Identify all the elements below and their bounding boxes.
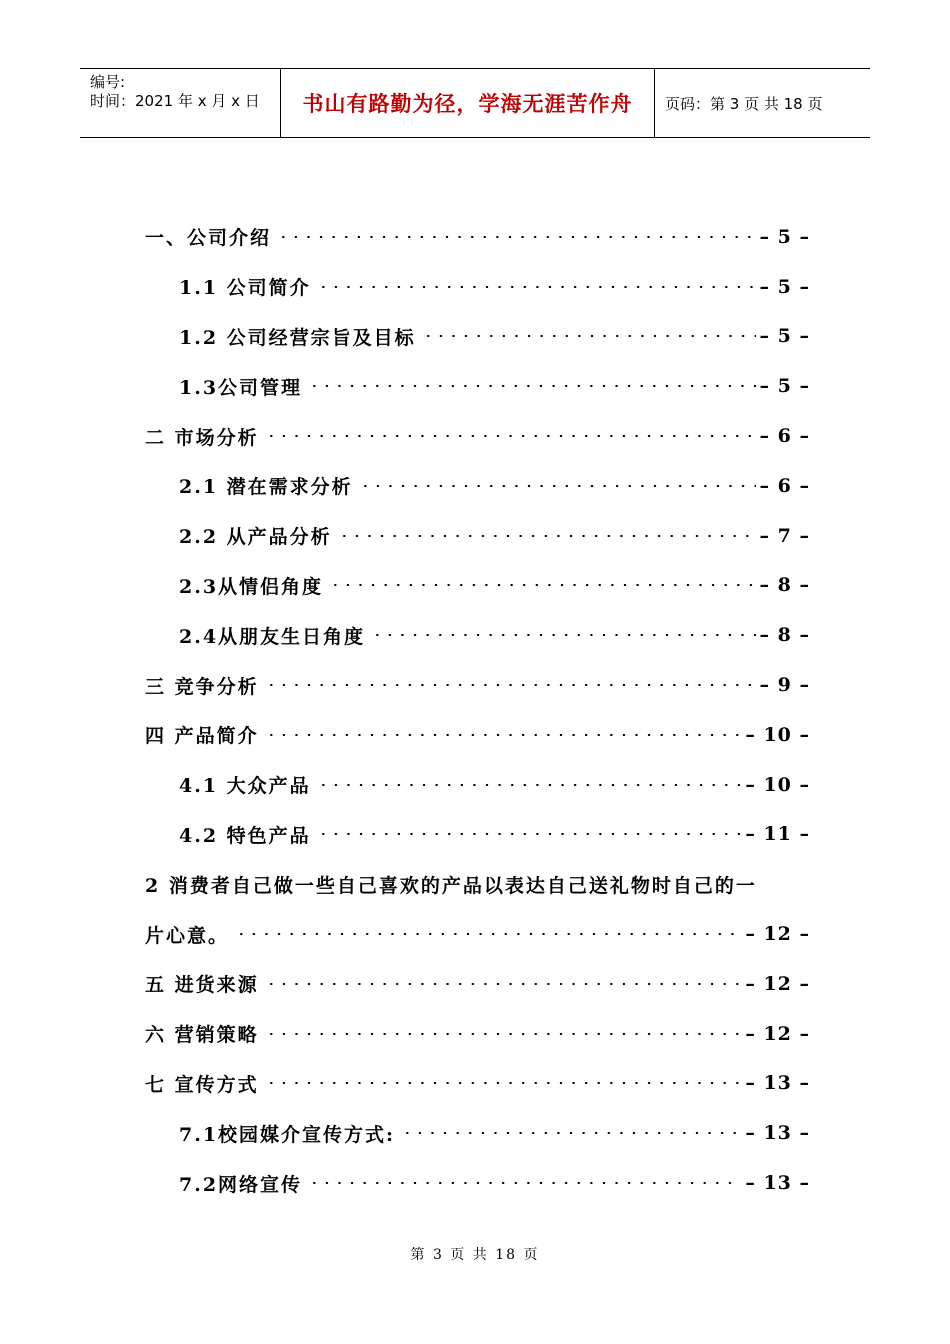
toc-entry-title: 1.3公司管理 [179, 373, 304, 400]
toc-entry-page: – 13 – [745, 1172, 810, 1195]
toc-dot-leader [277, 236, 756, 238]
toc-entry[interactable] [145, 710, 810, 760]
toc-entry-page: – 10 – [745, 723, 810, 746]
toc-dot-leader [265, 435, 756, 437]
toc-dot-leader [359, 485, 756, 487]
toc-entry-page: – 5 – [759, 225, 810, 248]
page-header [80, 68, 870, 138]
toc-entry-title: 片心意。 [145, 921, 231, 948]
page-footer: 第 3 页 共 18 页 [410, 1247, 540, 1263]
toc-entry-page: – 6 – [759, 474, 810, 497]
header-motto: 书山有路勤为径，学海无涯苦作舟 [281, 69, 655, 137]
toc-entry-title: 三 竞争分析 [145, 672, 261, 699]
toc-entry[interactable] [145, 561, 810, 611]
toc-entry-page: – 9 – [759, 674, 810, 697]
toc-entry-page: – 13 – [745, 1072, 810, 1095]
table-of-contents [145, 212, 810, 1208]
toc-entry-title: 四 产品简介 [145, 721, 261, 748]
toc-dot-leader [265, 983, 742, 985]
toc-entry-page: – 7 – [759, 524, 810, 547]
toc-dot-leader [329, 584, 755, 586]
toc-dot-leader [265, 684, 756, 686]
toc-entry[interactable] [145, 859, 810, 909]
toc-dot-leader [317, 833, 742, 835]
toc-entry-page: – 10 – [745, 773, 810, 796]
header-meta [80, 69, 281, 137]
toc-entry[interactable] [145, 1158, 810, 1208]
toc-entry[interactable] [145, 909, 810, 959]
toc-entry-title: 7.2网络宣传 [179, 1170, 304, 1197]
toc-entry-page: – 6 – [759, 425, 810, 448]
toc-entry-page: – 5 – [759, 275, 810, 298]
toc-entry[interactable] [145, 312, 810, 362]
toc-dot-leader [371, 634, 755, 636]
toc-dot-leader [317, 784, 742, 786]
toc-entry-page: – 12 – [745, 1022, 810, 1045]
toc-entry-page: – 11 – [745, 823, 810, 846]
toc-entry-title: 2 消费者自己做一些自己喜欢的产品以表达自己送礼物时自己的一 [145, 871, 810, 898]
toc-entry-page: – 13 – [745, 1122, 810, 1145]
toc-entry-page: – 5 – [759, 375, 810, 398]
toc-dot-leader [308, 1182, 741, 1184]
toc-entry[interactable] [145, 461, 810, 511]
toc-entry-title: 2.4从朋友生日角度 [179, 622, 367, 649]
toc-dot-leader [317, 286, 756, 288]
toc-entry-page: – 12 – [745, 972, 810, 995]
toc-entry-title: 六 营销策略 [145, 1020, 261, 1047]
toc-dot-leader [422, 335, 756, 337]
toc-entry[interactable] [145, 760, 810, 810]
toc-entry-title: 4.1 大众产品 [179, 771, 313, 798]
toc-entry-title: 1.1 公司简介 [179, 273, 313, 300]
toc-entry[interactable] [145, 660, 810, 710]
toc-entry[interactable] [145, 511, 810, 561]
toc-entry[interactable] [145, 959, 810, 1009]
toc-entry-title: 一、公司介绍 [145, 223, 273, 250]
toc-dot-leader [265, 1082, 742, 1084]
toc-entry-title: 五 进货来源 [145, 970, 261, 997]
toc-entry-title: 2.1 潜在需求分析 [179, 472, 355, 499]
toc-dot-leader [338, 535, 756, 537]
toc-entry[interactable] [145, 1009, 810, 1059]
toc-dot-leader [265, 734, 742, 736]
header-page-info: 页码：第 3 页 共 18 页 [665, 94, 823, 113]
toc-entry-title: 七 宣传方式 [145, 1070, 261, 1097]
toc-entry-page: – 8 – [759, 624, 810, 647]
toc-entry[interactable] [145, 810, 810, 860]
toc-entry-title: 1.2 公司经营宗旨及目标 [179, 323, 418, 350]
toc-entry[interactable] [145, 1108, 810, 1158]
header-date: 时间：2021 年 x 月 x 日 [90, 92, 260, 110]
toc-dot-leader [401, 1132, 741, 1134]
toc-entry[interactable] [145, 411, 810, 461]
toc-entry-title: 二 市场分析 [145, 423, 261, 450]
header-number: 编号: [90, 73, 126, 91]
toc-dot-leader [265, 1033, 742, 1035]
toc-entry-page: – 12 – [745, 923, 810, 946]
toc-entry-page: – 5 – [759, 325, 810, 348]
toc-entry-title: 4.2 特色产品 [179, 821, 313, 848]
toc-entry[interactable] [145, 361, 810, 411]
toc-entry-title: 2.3从情侣角度 [179, 572, 325, 599]
toc-entry[interactable] [145, 1059, 810, 1109]
toc-entry-title: 7.1校园媒介宣传方式: [179, 1120, 397, 1147]
toc-entry-title: 2.2 从产品分析 [179, 522, 334, 549]
toc-entry[interactable] [145, 262, 810, 312]
toc-dot-leader [235, 933, 741, 935]
toc-entry[interactable] [145, 610, 810, 660]
toc-entry-page: – 8 – [759, 574, 810, 597]
toc-entry[interactable] [145, 212, 810, 262]
toc-dot-leader [308, 385, 755, 387]
